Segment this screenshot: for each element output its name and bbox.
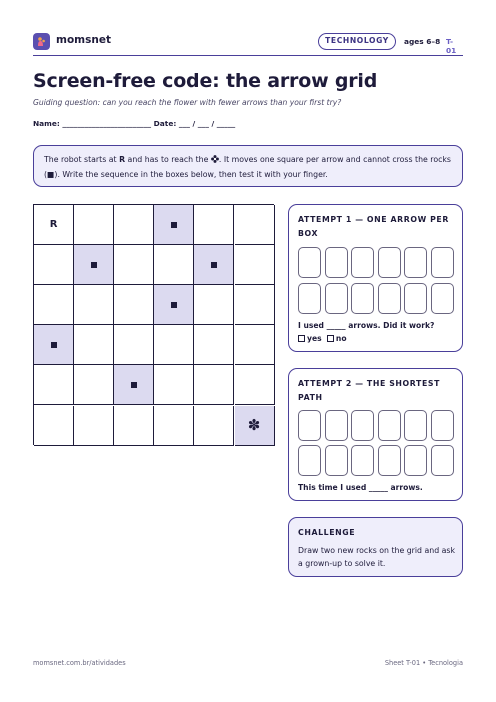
guiding-question: Guiding question: can you reach the flower with fewer arrows than your first try? — [33, 98, 342, 107]
arrow-box[interactable] — [378, 247, 401, 278]
arrow-box[interactable] — [404, 283, 427, 314]
grid-cell-rock — [154, 285, 194, 325]
grid-cell-rock — [74, 245, 114, 285]
footer-sheet-info: Sheet T-01 • Tecnologia — [384, 659, 463, 667]
arrow-box[interactable] — [431, 445, 454, 476]
arrow-box[interactable] — [431, 410, 454, 441]
arrow-grid — [33, 204, 274, 445]
grid-cell — [74, 365, 114, 405]
arrow-box[interactable] — [378, 445, 401, 476]
grid-cell — [114, 205, 154, 245]
grid-cell — [235, 325, 275, 365]
attempt-1-answer — [298, 334, 347, 343]
arrow-box[interactable] — [351, 445, 374, 476]
grid-cell — [154, 406, 194, 446]
grid-cell-start: R — [34, 205, 74, 245]
age-range: ages 6–8 — [404, 37, 441, 46]
rock-icon — [211, 262, 217, 268]
grid-cell — [194, 365, 234, 405]
grid-cell — [154, 245, 194, 285]
grid-cell — [74, 325, 114, 365]
intro-robot-label: R — [119, 155, 126, 164]
arrow-box[interactable] — [351, 410, 374, 441]
grid-cell — [34, 245, 74, 285]
grid-cell — [74, 285, 114, 325]
grid-cell — [74, 205, 114, 245]
arrow-box[interactable] — [325, 283, 348, 314]
grid-cell — [235, 365, 275, 405]
yes-label: yes — [307, 334, 322, 343]
flower-icon: ✽ — [247, 416, 261, 435]
challenge-title: CHALLENGE — [298, 528, 356, 537]
brand-name: momsnet — [56, 34, 111, 46]
grid-cell-rock — [34, 325, 74, 365]
grid-cell — [114, 285, 154, 325]
grid-cell-rock — [154, 205, 194, 245]
grid-cell — [235, 245, 275, 285]
grid-cell — [114, 406, 154, 446]
grid-cell — [154, 325, 194, 365]
rock-icon — [51, 342, 57, 348]
arrow-box[interactable] — [431, 283, 454, 314]
rock-icon — [131, 382, 137, 388]
grid-cell-rock — [194, 245, 234, 285]
grid-cell — [235, 205, 275, 245]
no-label: no — [335, 334, 347, 343]
subject-badge: TECHNOLOGY — [318, 33, 396, 50]
grid-cell-goal — [235, 406, 275, 446]
sheet-code: T-01 — [446, 37, 457, 55]
intro-rock-glyph: ■ — [47, 169, 55, 179]
arrow-box[interactable] — [378, 283, 401, 314]
rock-icon — [171, 302, 177, 308]
attempt-2-title: ATTEMPT 2 — THE SHORTEST PATH — [298, 379, 441, 402]
arrow-box[interactable] — [404, 410, 427, 441]
arrow-box[interactable] — [298, 410, 321, 441]
arrow-box[interactable] — [325, 247, 348, 278]
grid-cell — [34, 406, 74, 446]
intro-text-4: ). Write the sequence in the boxes below, then test it with your finger. — [54, 169, 328, 179]
arrow-box[interactable] — [404, 247, 427, 278]
header-divider — [33, 55, 463, 56]
challenge-body: Draw two new rocks on the grid and ask a grown-up to solve it. — [298, 546, 455, 568]
page-header — [33, 30, 463, 56]
grid-cell — [194, 325, 234, 365]
grid-cell — [34, 365, 74, 405]
grid-cell — [74, 406, 114, 446]
no-checkbox[interactable] — [327, 335, 334, 342]
intro-text-3: . It moves one square per arrow and cannot cross the rocks ( — [44, 155, 451, 179]
grid-cell-rock — [114, 365, 154, 405]
grid-cell — [235, 285, 275, 325]
arrow-box[interactable] — [325, 445, 348, 476]
instructions-box — [33, 145, 463, 187]
grid-cell — [154, 365, 194, 405]
attempt-2-result: This time I used _____ arrows. — [298, 483, 423, 492]
grid-cell — [194, 406, 234, 446]
arrow-box[interactable] — [378, 410, 401, 441]
attempt-2-card — [288, 368, 463, 501]
arrow-box[interactable] — [351, 283, 374, 314]
grid-cell — [114, 325, 154, 365]
attempt-1-result: I used _____ arrows. Did it work? — [298, 321, 435, 330]
arrow-box[interactable] — [298, 283, 321, 314]
attempt-1-title: ATTEMPT 1 — ONE ARROW PER BOX — [298, 215, 449, 238]
name-date-line: Name: ________________________ Date: ___ / ___ / _____ — [33, 119, 236, 128]
page-title: Screen-free code: the arrow grid — [33, 70, 378, 92]
arrow-box[interactable] — [431, 247, 454, 278]
challenge-card — [288, 517, 463, 577]
intro-text-2: and has to reach the — [125, 155, 211, 164]
arrow-box[interactable] — [325, 410, 348, 441]
grid-cell — [194, 205, 234, 245]
attempt-1-card — [288, 204, 463, 352]
arrow-box[interactable] — [404, 445, 427, 476]
grid-cell — [114, 245, 154, 285]
arrow-box[interactable] — [298, 445, 321, 476]
rock-icon — [91, 262, 97, 268]
flower-icon — [211, 154, 219, 168]
grid-cell — [194, 285, 234, 325]
momsnet-logo-icon — [33, 33, 50, 50]
rock-icon — [171, 222, 177, 228]
intro-text-1: The robot starts at — [44, 155, 120, 164]
grid-cell — [34, 285, 74, 325]
arrow-box[interactable] — [351, 247, 374, 278]
yes-checkbox[interactable] — [298, 335, 305, 342]
arrow-box[interactable] — [298, 247, 321, 278]
footer-url: momsnet.com.br/atividades — [33, 659, 126, 667]
